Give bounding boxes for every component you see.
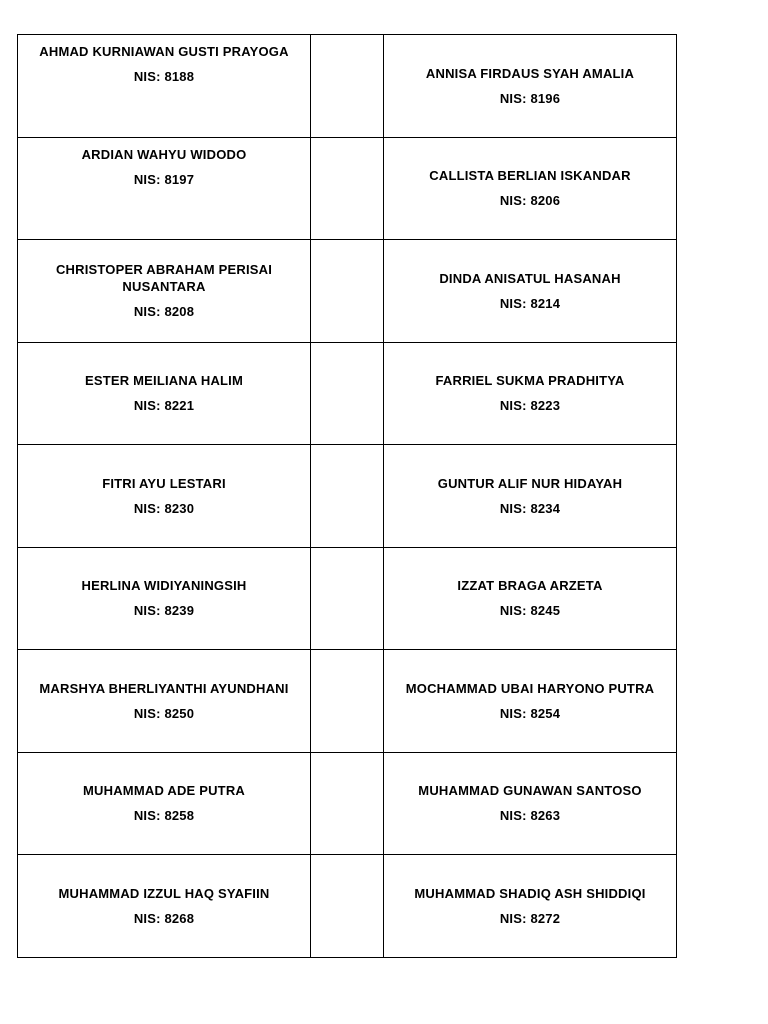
student-nis: NIS: 8263 <box>499 808 561 824</box>
student-nis: NIS: 8197 <box>133 171 195 187</box>
right-label-cell <box>384 752 677 855</box>
table-row <box>18 445 677 548</box>
student-nis: NIS: 8250 <box>133 705 195 721</box>
student-name: CHRISTOPER ABRAHAM PERISAI NUSANTARA <box>55 262 273 295</box>
label-content <box>18 650 310 752</box>
student-name: ARDIAN WAHYU WIDODO <box>81 146 247 162</box>
student-nis: NIS: 8223 <box>499 398 561 414</box>
label-content <box>384 445 676 547</box>
student-name: MUHAMMAD GUNAWAN SANTOSO <box>418 783 642 799</box>
student-name: ANNISA FIRDAUS SYAH AMALIA <box>425 65 635 81</box>
right-label-cell <box>384 240 677 343</box>
spacer-cell <box>311 342 384 445</box>
label-content <box>18 855 310 957</box>
left-label-cell <box>18 240 311 343</box>
spacer-cell <box>311 445 384 548</box>
student-name: CALLISTA BERLIAN ISKANDAR <box>429 168 631 184</box>
label-content <box>384 138 676 240</box>
right-label-cell <box>384 35 677 138</box>
student-nis: NIS: 8234 <box>499 500 561 516</box>
table-row <box>18 547 677 650</box>
table-row <box>18 35 677 138</box>
label-content <box>18 240 310 342</box>
student-nis: NIS: 8268 <box>133 910 195 926</box>
student-name: GUNTUR ALIF NUR HIDAYAH <box>437 475 623 491</box>
label-content <box>384 753 676 855</box>
table-row <box>18 240 677 343</box>
label-content <box>18 35 310 137</box>
right-label-cell <box>384 445 677 548</box>
right-label-cell <box>384 137 677 240</box>
right-label-cell <box>384 650 677 753</box>
label-content <box>18 548 310 650</box>
student-nis: NIS: 8188 <box>133 69 195 84</box>
label-content <box>18 753 310 855</box>
table-row <box>18 752 677 855</box>
student-nis: NIS: 8272 <box>499 910 561 926</box>
student-label-table <box>17 34 677 958</box>
spacer-cell <box>311 240 384 343</box>
student-name: MARSHYA BHERLIYANTHI AYUNDHANI <box>39 680 289 696</box>
student-nis: NIS: 8254 <box>499 705 561 721</box>
spacer-cell <box>311 137 384 240</box>
label-content <box>18 445 310 547</box>
student-name: FITRI AYU LESTARI <box>102 475 226 491</box>
student-nis: NIS: 8206 <box>499 193 561 209</box>
right-label-cell <box>384 342 677 445</box>
student-nis: NIS: 8196 <box>499 90 561 106</box>
student-nis: NIS: 8221 <box>133 398 195 414</box>
left-label-cell <box>18 752 311 855</box>
student-name: IZZAT BRAGA ARZETA <box>457 578 603 594</box>
label-content <box>18 343 310 445</box>
student-name: MUHAMMAD IZZUL HAQ SYAFIIN <box>58 885 270 901</box>
left-label-cell <box>18 342 311 445</box>
student-name: DINDA ANISATUL HASANAH <box>439 270 621 286</box>
student-name: AHMAD KURNIAWAN GUSTI PRAYOGA <box>39 44 289 59</box>
left-label-cell <box>18 855 311 958</box>
student-name: HERLINA WIDIYANINGSIH <box>81 578 247 594</box>
spacer-cell <box>311 855 384 958</box>
student-name: MUHAMMAD SHADIQ ASH SHIDDIQI <box>414 885 646 901</box>
left-label-cell <box>18 547 311 650</box>
student-nis: NIS: 8230 <box>133 500 195 516</box>
right-label-cell <box>384 855 677 958</box>
label-content <box>384 650 676 752</box>
student-name: ESTER MEILIANA HALIM <box>84 373 244 389</box>
table-row <box>18 650 677 753</box>
student-name: MUHAMMAD ADE PUTRA <box>83 783 245 799</box>
label-rows <box>18 35 677 958</box>
table-row <box>18 342 677 445</box>
right-label-cell <box>384 547 677 650</box>
label-content <box>384 855 676 957</box>
student-name: FARRIEL SUKMA PRADHITYA <box>435 373 625 389</box>
label-content <box>18 138 310 240</box>
spacer-cell <box>311 650 384 753</box>
table-row <box>18 855 677 958</box>
left-label-cell <box>18 650 311 753</box>
left-label-cell <box>18 35 311 138</box>
label-content <box>384 35 676 137</box>
spacer-cell <box>311 547 384 650</box>
label-content <box>384 548 676 650</box>
student-nis: NIS: 8208 <box>133 304 195 320</box>
label-content <box>384 343 676 445</box>
left-label-cell <box>18 445 311 548</box>
label-content <box>384 240 676 342</box>
spacer-cell <box>311 752 384 855</box>
table-row <box>18 137 677 240</box>
spacer-cell <box>311 35 384 138</box>
student-nis: NIS: 8245 <box>499 603 561 619</box>
student-nis: NIS: 8214 <box>499 295 561 311</box>
student-name: MOCHAMMAD UBAI HARYONO PUTRA <box>405 680 655 696</box>
student-nis: NIS: 8239 <box>133 603 195 619</box>
left-label-cell <box>18 137 311 240</box>
student-nis: NIS: 8258 <box>133 808 195 824</box>
